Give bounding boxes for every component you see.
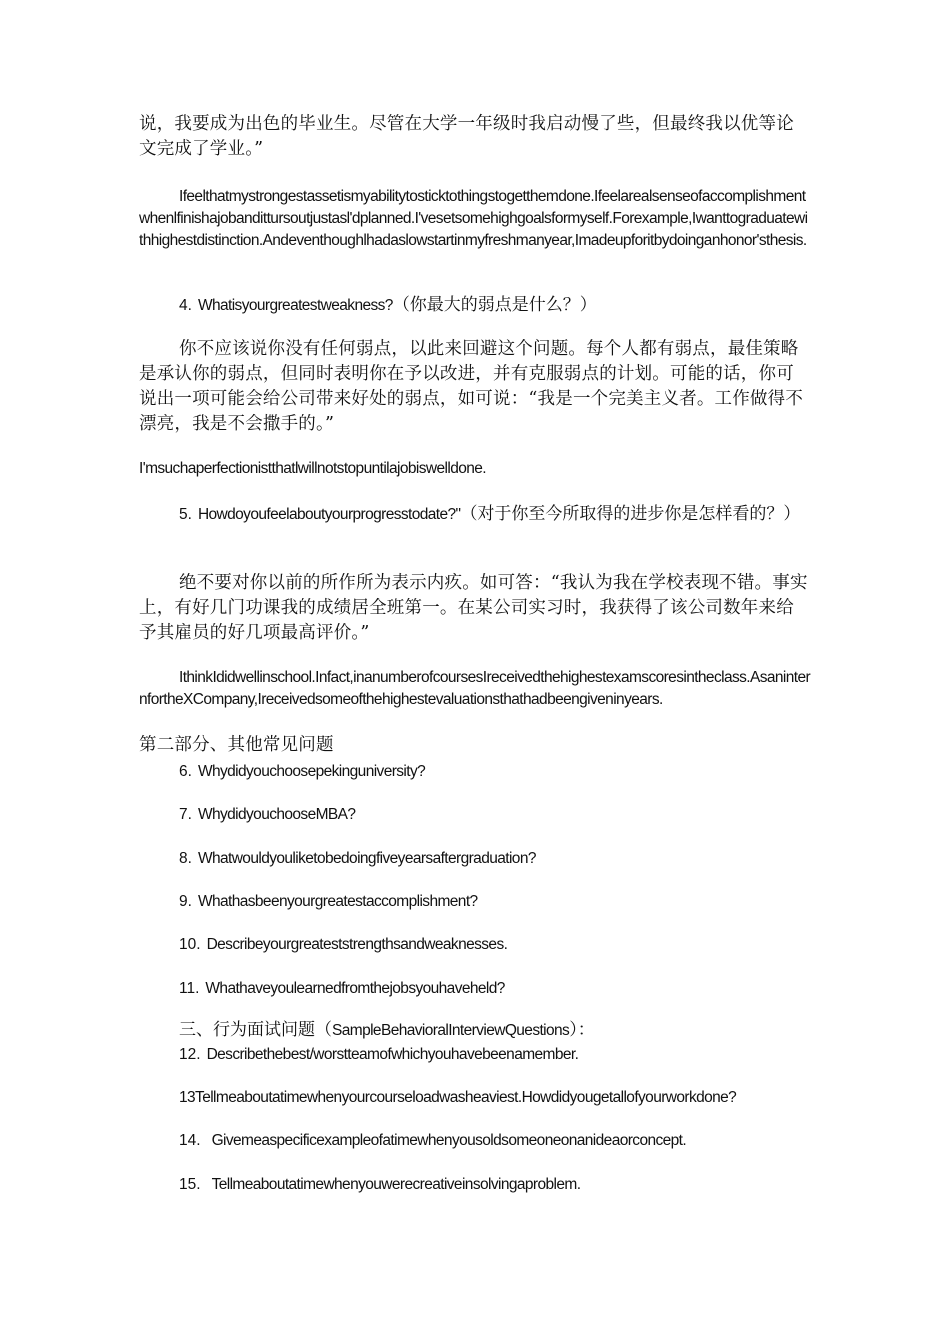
- item-text: Describethebest/worstteamofwhichyouhavebeenamember.: [206, 1046, 579, 1063]
- list-item: [179, 1086, 811, 1129]
- item-number: 14.: [179, 1132, 201, 1149]
- progress-chinese-paragraph: 绝不要对你以前的所作所为表示内疚。如可答：“我认为我在学校表现不错。事实上，有好几门功课我的成绩居全班第一。在某公司实习时，我获得了该公司数年来给予其雇员的好几项最高评价。”: [139, 573, 808, 643]
- item-text: Tellmeaboutatimewhenyourcourseloadwasheaviest.Howdidyougetallofyourworkdone?: [195, 1089, 737, 1106]
- intro-continuation-paragraph: 说，我要成为出色的毕业生。尽管在大学一年级时我启动慢了些，但最终我以优等论文完成了学业。”: [139, 114, 794, 159]
- list-item: [179, 803, 811, 847]
- item-text: Describeyourgreateststrengthsandweaknesses.: [206, 936, 508, 953]
- item-number: 10.: [179, 936, 201, 953]
- heading-chinese-prefix: 三、行为面试问题（: [179, 1020, 332, 1040]
- weakness-english-paragraph: I'msuchaperfectionistthatlwillnotstopuntilajobiswelldone.: [139, 460, 486, 477]
- part3-question-list: [179, 1043, 811, 1216]
- item-number: 12.: [179, 1046, 201, 1063]
- item-number: 15.: [179, 1176, 201, 1193]
- part3-heading: [179, 1017, 811, 1043]
- strength-english-paragraph: Ifeelthatmystrongestassetismyabilitytosticktothingstogetthemdone.Ifeelarealsenseofaccomplishmentwhenlfinishajobandittursoutjustasl'dplanned.I'vesetsomehighgoalsformyself.Forexample,Iwanttograduatewithhighestdistinction.Andeventhoughlhadaslowstartinmyfreshmanyear,Imadeupforitbydoinganhonor'sthesis.: [139, 188, 808, 249]
- list-item: [179, 933, 811, 977]
- item-number: 6.: [179, 763, 192, 780]
- list-item: [179, 1129, 811, 1173]
- progress-english-paragraph: IthinkIdidwellinschool.Infact,inanumberofcoursesIreceivedthehighestexamscoresintheclass.AsaninternfortheXCompany,Ireceivedsomeofthehighestevaluationsthathadbeengiveninyears.: [139, 669, 811, 708]
- weakness-chinese-paragraph: 你不应该说你没有任何弱点，以此来回避这个问题。每个人都有弱点，最佳策略是承认你的弱点，但同时表明你在予以改进，并有克服弱点的计划。可能的话，你可说出一项可能会给公司带来好处的弱点，如可说：“我是一个完美主义者。工作做得不漂亮，我是不会撒手的。”: [139, 339, 804, 434]
- item-text: Tellmeaboutatimewhenyouwerecreativeinsolvingaproblem.: [211, 1176, 581, 1193]
- question-number: 4.: [179, 297, 192, 314]
- item-number: 8.: [179, 850, 192, 867]
- heading-english: SampleBehavioralInterviewQuestions: [332, 1022, 570, 1039]
- list-item: [179, 1173, 811, 1216]
- list-item: [179, 977, 811, 1020]
- list-item: [179, 847, 811, 890]
- question-5: [139, 501, 811, 527]
- question-english: Whatisyourgreatestweakness?: [197, 297, 393, 314]
- item-number: 13: [179, 1089, 196, 1106]
- item-number: 7.: [179, 806, 192, 823]
- question-4: [179, 292, 811, 318]
- item-text: Whydidyouchoosepekinguniversity?: [197, 763, 426, 780]
- item-text: Whathasbeenyourgreatestaccomplishment?: [197, 893, 478, 910]
- part2-question-list: [179, 760, 811, 1020]
- question-chinese: （你最大的弱点是什么？）: [392, 295, 597, 315]
- question-english: Howdoyoufeelaboutyourprogresstodate?": [197, 506, 461, 523]
- list-item: [179, 1043, 811, 1086]
- question-chinese: （对于你至今所取得的进步你是怎样看的？）: [460, 504, 801, 524]
- item-number: 9.: [179, 893, 192, 910]
- item-text: Givemeaspecificexampleofatimewhenyousoldsomeoneonanideaorconcept.: [211, 1132, 687, 1149]
- item-text: Whathaveyoulearnedfromthejobsyouhaveheld?: [205, 980, 505, 997]
- item-text: Whatwouldyouliketobedoingfiveyearsaftergraduation?: [197, 850, 536, 867]
- heading-chinese-suffix: ）：: [569, 1020, 595, 1040]
- list-item: [179, 890, 811, 933]
- item-number: 11.: [179, 980, 200, 997]
- list-item: [179, 760, 811, 803]
- item-text: WhydidyouchooseMBA?: [197, 806, 356, 823]
- question-number: 5.: [179, 506, 192, 523]
- part2-heading: 第二部分、其他常见问题: [139, 735, 334, 755]
